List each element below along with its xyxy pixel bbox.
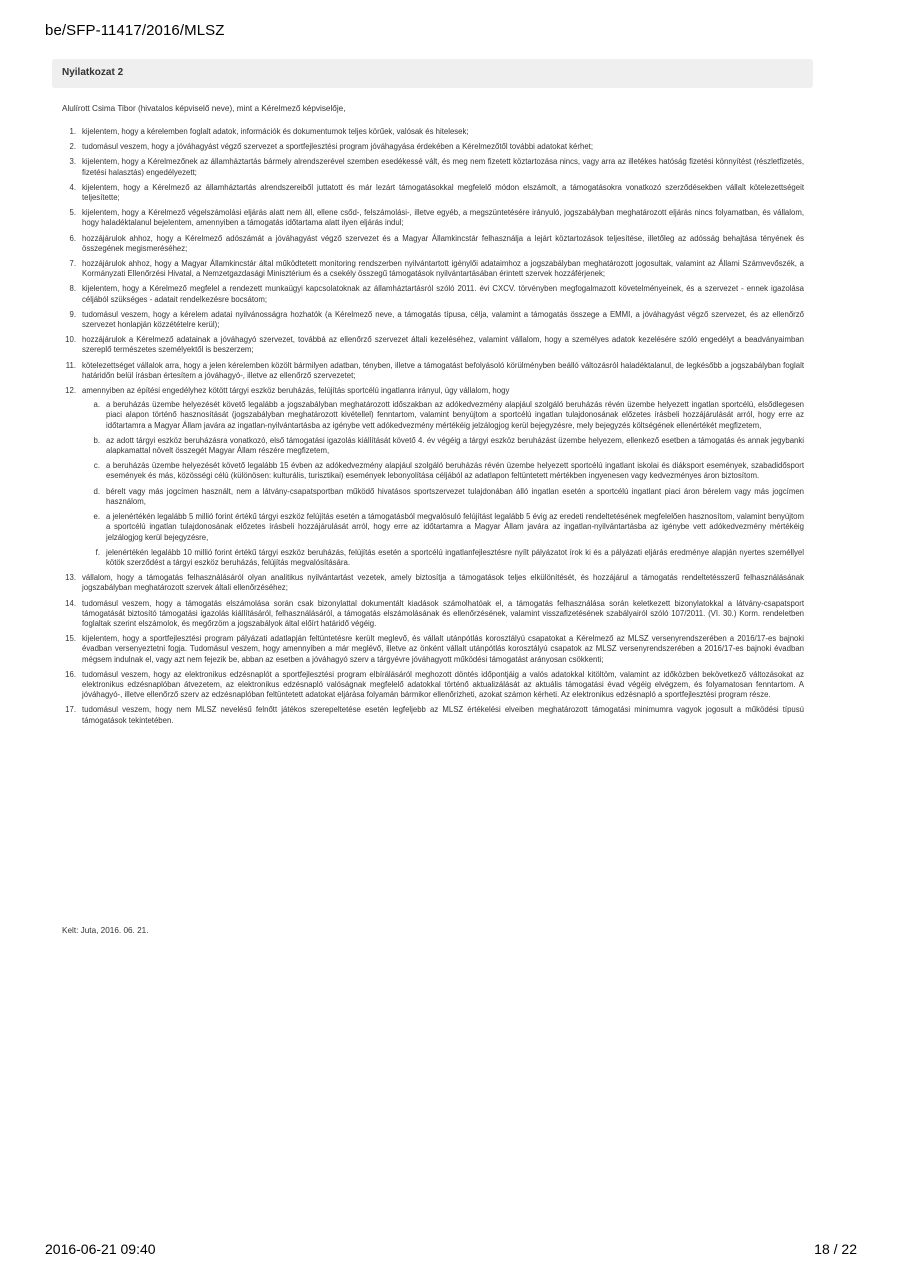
item-number: 16. xyxy=(65,669,76,679)
declaration-subitem xyxy=(82,436,804,456)
item-number: 13. xyxy=(65,573,76,583)
item-number: 10. xyxy=(65,335,76,345)
declaration-item xyxy=(62,259,804,279)
declaration-subitem xyxy=(82,487,804,507)
item-text: amennyiben az építési engedélyhez kötött tárgyi eszköz beruházás, felújítás sportcélú ingatlanra irányul, úgy vállalom, hogy xyxy=(82,386,510,396)
item-text: kijelentem, hogy a Kérelmezőnek az államháztartás bármely alrendszerével szemben esedékessé vált, és meg nem fizetett köztartozása nincs, vagy arra az illetékes hatóság fizetési könnyítést (részletfizetés, fizetési halasztás) engedélyezett; xyxy=(82,157,804,177)
declaration-subitem xyxy=(82,548,804,568)
item-number: 2. xyxy=(69,142,76,152)
item-text: kijelentem, hogy a Kérelmező az államháztartás alrendszereiből juttatott és már lezárt támogatásokkal megfelelő módon elszámolt, a támogatásokra vonatkozó szerződésekben vállalt kötelezettségeit teljesítette; xyxy=(82,182,804,203)
declaration-item xyxy=(62,157,804,177)
subitem-text: bérelt vagy más jogcímen használt, nem a látvány-csapatsportban működő hivatásos sportszervezet tulajdonában álló ingatlan esetén a sportcélú ingatlant piaci áron bérelem vagy más jogcímen használom, xyxy=(106,486,804,506)
declaration-item xyxy=(62,208,804,228)
item-text: hozzájárulok ahhoz, hogy a Kérelmező adószámát a jóváhagyást végző szervezet és a Magyar Államkincstár felhasználja a lejárt köztartozások teljesítése, illetőleg az adósság behajtása tényének és összegének megismeréséhez; xyxy=(82,233,804,253)
item-text: kijelentem, hogy a sportfejlesztési program pályázati adatlapján feltüntetésre került meglevő, és vállalt utánpótlás korosztályú csapatokat a Kérelmező az MLSZ versenyrendszerében a 2016/17-es bajnoki évadban versenyeztetni fogja. Tudomásul veszem, hogy amennyiben a már meglévő, illetve az önként vállalt utánpótlás korosztályú csapatok az MLSZ versenyrendszerében a 2016/17-es bajnoki évadban mégsem indulnak el, vagy azt nem fejezik be, abban az esetben a jóváhagyó szerv a tárgyévre jóváhagyott működési támogatást arányosan csökkenti; xyxy=(82,634,804,664)
item-text: tudomásul veszem, hogy a kérelem adatai nyilvánosságra hozhatók (a Kérelmező neve, a támogatás típusa, célja, valamint a támogatás összege a EMMI, a jóváhagyást végző szervezet, és az ellenőrző szervezet honlapján közzétételre kerül); xyxy=(82,309,804,330)
subitem-letter: b. xyxy=(93,435,100,445)
section-title: Nyilatkozat 2 xyxy=(62,67,124,78)
item-number: 17. xyxy=(65,705,76,715)
item-number: 1. xyxy=(69,127,76,136)
subitem-text: jelenértékén legalább 10 millió forint értékű tárgyi eszköz beruházás, felújítás esetén a sportcélú ingatlanfejlesztésre nyílt pályázatot írok ki és a pályázati eljárás eredménye alapján nyertes személlyel kötök szerződést a tárgyi eszköz beruházás, felújítás megvalósítására. xyxy=(106,547,804,567)
item-text: kijelentem, hogy a kérelemben foglalt adatok, információk és dokumentumok teljes körűek, valósak és hitelesek; xyxy=(82,127,469,136)
declaration-item xyxy=(62,183,804,203)
item-text: tudomásul veszem, hogy a támogatás elszámolása során csak bizonylattal dokumentált kiadások számolhatóak el, a támogatás felhasználása során keletkezett bizonylatokkal a látvány-csapatsport támogatását biztosító támogatási igazolás kiállításáról, felhasználásáról, a támogatás elszámolásának és ellenőrzésének, valamint visszafizetésének szabályairól szóló 107/2011. (VI. 30.) Korm. rendeletben foglaltak szerint elszámolok, és megőrzöm a jogszabályok által előírt határidő végéig. xyxy=(82,598,804,628)
subitem-text: az adott tárgyi eszköz beruházásra vonatkozó, első támogatási igazolás kiállítását követő 4. év végéig a tárgyi eszköz beruházást üzembe helyezem, ellenkező esetben a támogatás és annak jegybanki alapkamattal növelt összegét Magyar Állam részére megfizetem, xyxy=(106,435,804,456)
declaration-item xyxy=(62,335,804,355)
declaration-subitem xyxy=(82,461,804,481)
item-text: kijelentem, hogy a Kérelmező végelszámolási eljárás alatt nem áll, ellene csőd-, felszámolási-, illetve egyéb, a megszüntetésére irányuló, jogszabályban meghatározott eljárás nincs folyamatban, és vállalom, hogy haladéktalanul bejelentem, amennyiben a támogatás időtartama alatt ilyen eljárás indul; xyxy=(82,208,804,228)
declaration-item xyxy=(62,361,804,381)
item-number: 6. xyxy=(69,233,76,243)
subitem-text: a beruházás üzembe helyezését követő legalább a jogszabályban meghatározott időszakban az adókedvezmény alapjául szolgáló beruházás révén üzembe helyezett ingatlan sportcélú, elsődlegesen piaci alapon történő hasznosítását (jogszabályban meghatározott kivétellel) fenntartom, valamint benyújtom a sportcélú ingatlan tulajdonosának előzetes írásbeli hozzájárulását arról, hogy erre az időtartamra a Magyar Állam javára az ingatlan-nyilvántartásba az igénybe vett adókedvezmény mértékéig jelzálogjog kerül bejegyzésre, mely bejegyzés költségének ellenértékét megfizetem, xyxy=(106,400,804,430)
declaration-item xyxy=(62,127,804,137)
item-text: vállalom, hogy a támogatás felhasználásáról olyan analitikus nyilvántartást vezetek, amely biztosítja a támogatások teljes elkülönítését, és hozzájárul a támogatás rendeltetésszerű felhasználásának jogszabályban meghatározott szervek általi ellenőrzéséhez; xyxy=(82,573,804,593)
declaration-item xyxy=(62,573,804,593)
declaration-item xyxy=(62,705,804,725)
declaration-subitem xyxy=(82,400,804,431)
declaration-item xyxy=(62,670,804,701)
subitem-text: a beruházás üzembe helyezését követő legalább 15 évben az adókedvezmény alapjául szolgáló beruházás révén üzembe helyezett sportcélú ingatlant iskolai és diáksport események, szabadidősport események és más, közösségi célú (különösen: kulturális, turisztikai) események lebonyolítása céljából az adatlapon feltüntetett mértékben ingyenesen vagy kedvezményes áron biztosítom. xyxy=(106,461,804,481)
item-text: hozzájárulok ahhoz, hogy a Magyar Államkincstár által működtetett monitoring rendszerben nyilvántartott igénylői adataimhoz a jogszabályban meghatározott jogosultak, valamint az Állami Számvevőszék, a Kormányzati Ellenőrzési Hivatal, a Nemzetgazdasági Minisztérium és a csekély összegű támogatások nyilvántartásában érintett szervek hozzáférjenek; xyxy=(82,259,804,279)
section-header xyxy=(52,59,813,88)
item-number: 15. xyxy=(65,634,76,644)
subitem-letter: e. xyxy=(93,512,100,522)
declaration-item xyxy=(62,634,804,665)
item-number: 4. xyxy=(69,182,76,192)
page-number: 18 / 22 xyxy=(814,1241,857,1257)
item-text: kijelentem, hogy a Kérelmező megfelel a rendezett munkaügyi kapcsolatoknak az államháztartásról szóló 2011. évi CXCV. törvényben megfogalmazott követelményeinek, és a szervezet - ennek igazolása céljából szükséges - adatait rendelkezésre bocsátom; xyxy=(82,284,804,304)
subitem-letter: d. xyxy=(93,486,100,496)
declaration-item xyxy=(62,142,804,152)
item-text: hozzájárulok a Kérelmező adatainak a jóváhagyó szervezet, továbbá az ellenőrző szervezet általi kezeléséhez, valamint vállalom, hogy a személyes adatok kezelésére szóló engedélyt a beadványaimban szereplő természetes személyektől is beszerzem; xyxy=(82,335,804,355)
declaration-item xyxy=(62,599,804,630)
item-number: 12. xyxy=(65,386,76,396)
item-text: tudomásul veszem, hogy nem MLSZ nevelésű felnőtt játékos szerepeltetése esetén legfeljebb az MLSZ értékelési elveiben meghatározott támogatási minimumra vagyok jogosult a működési típusú támogatások tekintetében. xyxy=(82,705,804,725)
declaration-sublist xyxy=(82,400,804,568)
item-number: 8. xyxy=(69,284,76,294)
item-number: 5. xyxy=(69,208,76,218)
intro-text: Alulírott Csima Tibor (hivatalos képviselő neve), mint a Kérelmező képviselője, xyxy=(62,104,346,113)
subitem-text: a jelenértékén legalább 5 millió forint értékű tárgyi eszköz felújítás esetén a támogatásból megvalósuló felújítást legalább 5 évig az eredeti rendeltetésének megfelelően hasznosítom, valamint benyújtom a sportcélú ingatlan tulajdonosának előzetes írásbeli hozzájárulását arról, hogy erre az időtartamra a Magyar Állam javára az ingatlan-nyilvántartásba az igénybe vett adókedvezmény mértékéig jelzálogjog kerül bejegyzésre, xyxy=(106,512,804,542)
item-number: 3. xyxy=(69,157,76,167)
item-text: kötelezettséget vállalok arra, hogy a jelen kérelemben közölt bármilyen adatban, tényben, illetve a támogatást befolyásoló körülményben beálló változásról haladéktalanul, de legkésőbb a jogszabályban foglalt határidőn belül írásban értesítem a jóváhagyó-, illetve az ellenőrző szervezetet; xyxy=(82,360,804,380)
document-id: be/SFP-11417/2016/MLSZ xyxy=(45,22,225,39)
footer-timestamp: 2016-06-21 09:40 xyxy=(45,1241,156,1257)
item-text: tudomásul veszem, hogy a jóváhagyást végző szervezet a sportfejlesztési program jóváhagyása érdekében a Kérelmezőtől további adatokat kérhet; xyxy=(82,142,593,152)
declaration-item xyxy=(62,284,804,304)
item-number: 9. xyxy=(69,309,76,319)
item-number: 14. xyxy=(65,598,76,608)
date-place-line: Kelt: Juta, 2016. 06. 21. xyxy=(62,926,149,935)
item-text: tudomásul veszem, hogy az elektronikus edzésnaplót a sportfejlesztési program elbírálásáról meghozott döntés időpontjáig a valós adatokkal kitöltöm, valamint az időközben bekövetkező változásokat az elektronikus edzésnaplóban átvezetem, az elektronikus edzésnapló valóságnak megfelelő adatokkal történő aktualizálását az aktuális támogatási évad végéig elvégzem, és folyamatosan fenntartom. A jóváhagyó-, illetve ellenőrző szerv az edzésnaplóban feltüntetett adatokat eljárása folyamán bármikor ellenőrizheti, azokat számon kérheti. Az elektronikus edzésnapló a sportfejlesztési program része. xyxy=(82,669,804,700)
subitem-letter: a. xyxy=(93,400,100,410)
item-number: 7. xyxy=(69,259,76,269)
declaration-item xyxy=(62,386,804,568)
declaration-item xyxy=(62,310,804,330)
declaration-list xyxy=(62,127,804,731)
item-number: 11. xyxy=(65,360,76,370)
subitem-letter: c. xyxy=(93,461,100,471)
declaration-item xyxy=(62,234,804,254)
declaration-subitem xyxy=(82,512,804,543)
subitem-letter: f. xyxy=(95,547,100,557)
